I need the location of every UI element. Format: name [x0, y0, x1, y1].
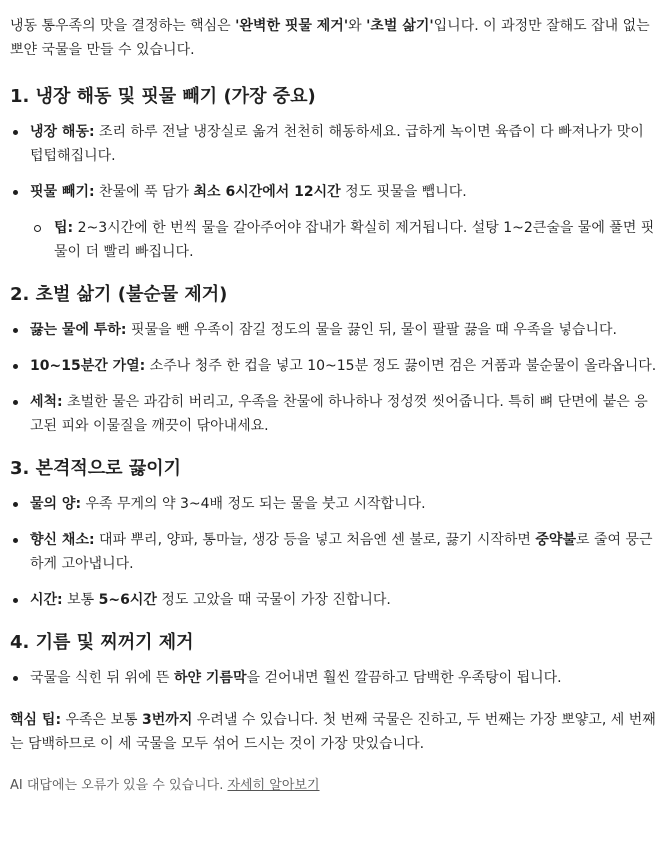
section1-sublist: [30, 216, 658, 264]
item-text: 2~3시간에 한 번씩 물을 갈아주어야 잡내가 확실히 제거됩니다. 설탕 1~2큰술을 물에 풀면 핏물이 더 빨리 빠집니다.: [54, 220, 655, 260]
item-label: 세척:: [30, 394, 63, 410]
item-label: 시간:: [30, 592, 63, 608]
sub-list-item: [30, 216, 658, 264]
item-bold: 하얀 기름막: [173, 670, 247, 686]
section1-list: [10, 120, 658, 264]
item-text: 로 줄여 뭉근하게 고아냅니다.: [30, 532, 653, 572]
tip-text: 우족은 보통: [61, 712, 143, 728]
item-label: 팁:: [54, 220, 74, 236]
intro-bold-bleeding: '완벽한 핏물 제거': [235, 18, 349, 34]
item-label: 향신 채소:: [30, 532, 95, 548]
list-item: [10, 120, 658, 168]
tip-bold: 3번까지: [142, 712, 193, 728]
tip-label: 핵심 팁:: [10, 712, 62, 728]
item-text: 조리 하루 전날 냉장실로 옮겨 천천히 해동하세요. 급하게 녹이면 육즙이 다 빠져나가 맛이 텁텁해집니다.: [30, 124, 644, 164]
tip-text: 우려낼 수 있습니다. 첫 번째 국물은 진하고, 두 번째는 가장 뽀얗고, 세 번째는 담백하므로 이 세 국물을 모두 섞어 드시는 것이 가장 맛있습니다.: [10, 712, 656, 752]
item-text: 핏물을 뺀 우족이 잠길 정도의 물을 끓인 뒤, 물이 팔팔 끓을 때 우족을 넣습니다.: [126, 322, 617, 338]
list-item: [10, 528, 658, 576]
learn-more-link[interactable]: 자세히 알아보기: [227, 778, 320, 793]
item-text: 을 걷어내면 훨씬 깔끔하고 담백한 우족탕이 됩니다.: [246, 670, 562, 686]
list-item: [10, 588, 658, 612]
list-item: [10, 390, 658, 438]
intro-paragraph: [10, 14, 658, 62]
item-text: 소주나 청주 한 컵을 넣고 10~15분 정도 끓이면 검은 거품과 불순물이 올라옵니다.: [145, 358, 657, 374]
section3-heading: 3. 본격적으로 끓이기: [10, 458, 181, 479]
item-text: 초벌한 물은 과감히 버리고, 우족을 찬물에 하나하나 정성껏 씻어줍니다. 특히 뼈 단면에 붙은 응고된 피와 이물질을 깨끗이 닦아내세요.: [30, 394, 648, 434]
item-bold: 5~6시간: [98, 592, 157, 608]
intro-text: 와: [348, 18, 367, 34]
intro-bold-parboil: '초벌 삶기': [366, 18, 434, 34]
item-bold: 중약불: [535, 532, 576, 548]
item-label: 끓는 물에 투하:: [30, 322, 127, 338]
item-text: 보통: [62, 592, 99, 608]
item-text: 국물을 식힌 뒤 위에 뜬: [30, 670, 174, 686]
item-text: 우족 무게의 약 3~4배 정도 되는 물을 붓고 시작합니다.: [81, 496, 426, 512]
item-bold: 최소 6시간에서 12시간: [193, 184, 341, 200]
intro-text: 입니다. 이 과정만 잘해도 잡내 없는 뽀얀 국물을 만들 수 있습니다.: [10, 18, 650, 58]
disclaimer-text: AI 대답에는 오류가 있을 수 있습니다.: [10, 778, 228, 793]
ai-disclaimer: [10, 774, 658, 798]
item-text: 대파 뿌리, 양파, 통마늘, 생강 등을 넣고 처음엔 센 불로, 끓기 시작하면: [94, 532, 536, 548]
item-text: 정도 핏물을 뺍니다.: [340, 184, 467, 200]
section1-heading: 1. 냉장 해동 및 핏물 빼기 (가장 중요): [10, 86, 316, 107]
item-label: 냉장 해동:: [30, 124, 95, 140]
section2-list: [10, 318, 658, 438]
item-label: 물의 양:: [30, 496, 82, 512]
item-label: 10~15분간 가열:: [30, 358, 146, 374]
list-item: [10, 666, 658, 690]
list-item: [10, 180, 658, 264]
section2-heading: 2. 초벌 삶기 (불순물 제거): [10, 284, 228, 305]
list-item: [10, 318, 658, 342]
section4-heading: 4. 기름 및 찌꺼기 제거: [10, 632, 194, 653]
section4-list: [10, 666, 658, 690]
item-text: 정도 고았을 때 국물이 가장 진합니다.: [156, 592, 391, 608]
list-item: [10, 354, 658, 378]
item-text: 찬물에 푹 담가: [94, 184, 194, 200]
item-label: 핏물 빼기:: [30, 184, 95, 200]
section3-list: [10, 492, 658, 612]
intro-text: 냉동 통우족의 맛을 결정하는 핵심은: [10, 18, 236, 34]
key-tip-paragraph: [10, 708, 658, 756]
list-item: [10, 492, 658, 516]
